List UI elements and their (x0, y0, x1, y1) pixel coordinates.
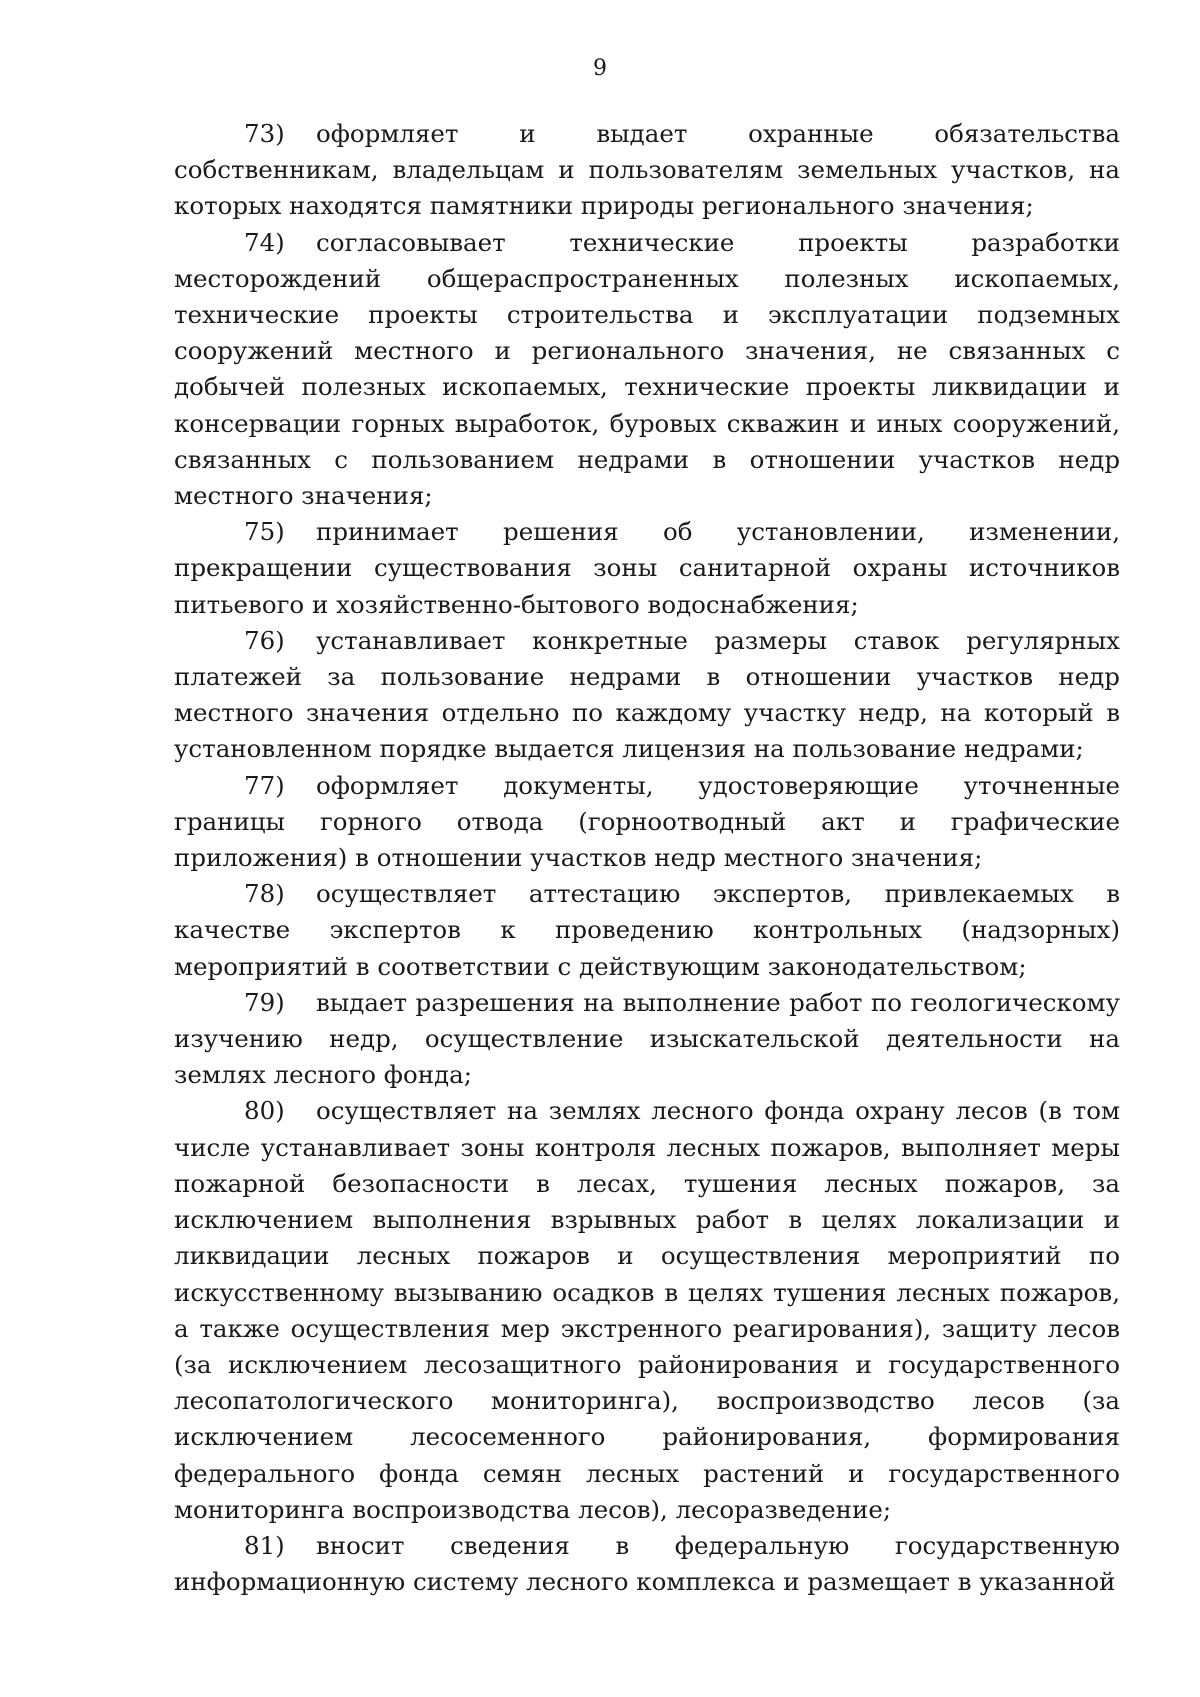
document-body (174, 116, 1120, 1600)
item-text: осуществляет на землях лесного фонда охрану лесов (в том числе устанавливает зоны контроля лесных пожаров, выполняет меры пожарной безопасности в лесах, тушения лесных пожаров, за исключением выполнения взрывных работ в целях локализации и ликвидации лесных пожаров и осуществления мероприятий по искусственному вызыванию осадков в целях тушения лесных пожаров, а также осуществления мер экстренного реагирования), защиту лесов (за исключением лесозащитного районирования и государственного лесопатологического мониторинга), воспроизводство лесов (за исключением лесосеменного районирования, формирования федерального фонда семян лесных растений и государственного мониторинга воспроизводства лесов), лесоразведение; (174, 1096, 1120, 1524)
item-number: 81) (244, 1530, 285, 1560)
item-text: оформляет и выдает охранные обязательства собственникам, владельцам и пользователям земельных участков, на которых находятся памятники природы регионального значения; (174, 119, 1120, 221)
item-text: вносит сведения в федеральную государственную информационную систему лесного комплекса и размещает в указанной (174, 1530, 1120, 1597)
item-text: устанавливает конкретные размеры ставок регулярных платежей за пользование недрами в отношении участков недр местного значения отдельно по каждому участку недр, на который в установленном порядке выдается лицензия на пользование недрами; (174, 625, 1120, 764)
item-number: 77) (244, 770, 285, 800)
item-number: 78) (244, 879, 285, 909)
list-item-81 (174, 1528, 1120, 1600)
list-item-77 (174, 768, 1120, 877)
list-item-79 (174, 985, 1120, 1094)
item-number: 74) (244, 227, 285, 257)
item-number: 80) (244, 1096, 285, 1126)
list-item-76 (174, 623, 1120, 768)
item-text: согласовывает технические проекты разработки месторождений общераспространенных полезных ископаемых, технические проекты строительства и эксплуатации подземных сооружений местного и регионального значения, не связанных с добычей полезных ископаемых, технические проекты ликвидации и консервации горных выработок, буровых скважин и иных сооружений, связанных с пользованием недрами в отношении участков недр местного значения; (174, 227, 1120, 511)
item-text: оформляет документы, удостоверяющие уточненные границы горного отвода (горноотводный акт и графические приложения) в отношении участков недр местного значения; (174, 770, 1120, 873)
page-number: 9 (593, 56, 607, 81)
item-number: 79) (244, 987, 285, 1017)
item-number: 73) (244, 119, 285, 148)
item-text: выдает разрешения на выполнение работ по геологическому изучению недр, осуществление изыскательской деятельности на землях лесного фонда; (174, 987, 1120, 1090)
list-item-78 (174, 876, 1120, 985)
item-text: принимает решения об установлении, изменении, прекращении существования зоны санитарной охраны источников питьевого и хозяйственно-бытового водоснабжения; (174, 517, 1120, 619)
list-item-74 (174, 225, 1120, 515)
item-number: 76) (244, 625, 285, 655)
list-item-75 (174, 514, 1120, 623)
list-item-73 (174, 116, 1120, 225)
item-number: 75) (244, 517, 285, 547)
item-text: осуществляет аттестацию экспертов, привлекаемых в качестве экспертов к проведению контрольных (надзорных) мероприятий в соответствии с действующим законодательством; (174, 879, 1120, 981)
list-item-80 (174, 1093, 1120, 1527)
